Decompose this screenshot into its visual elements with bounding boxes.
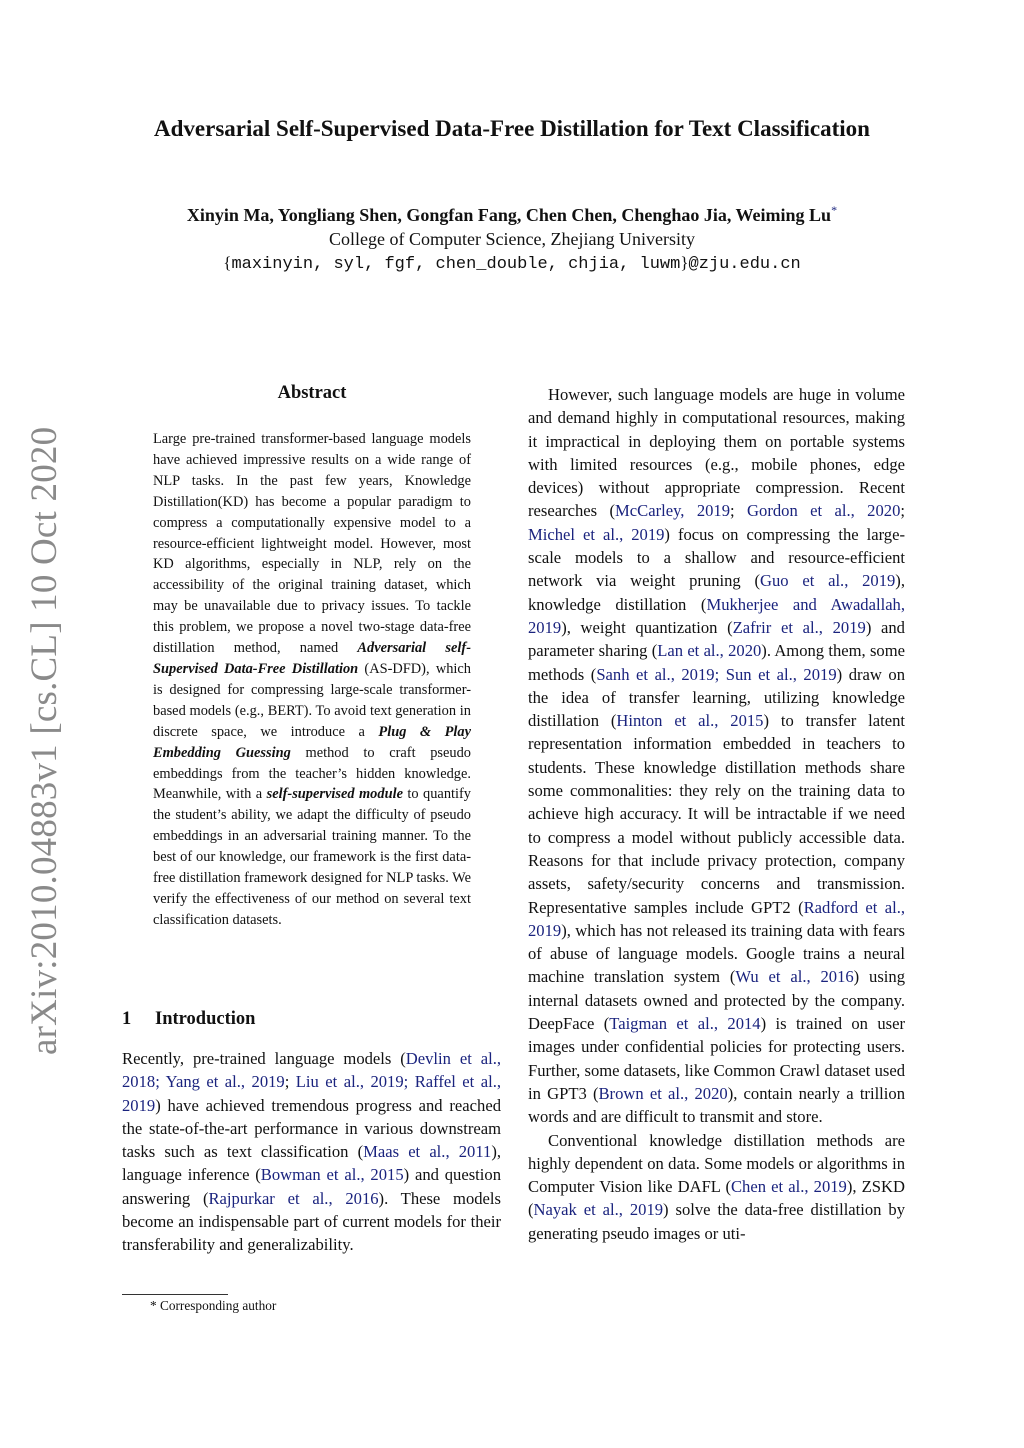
- citation-link[interactable]: Maas et al., 2011: [363, 1142, 492, 1162]
- body-text: ), which has not released its training data with fears of abuse of language models. Google trains a neural machine translation system (: [528, 920, 905, 987]
- body-text: ) to transfer latent representation information embedded in teachers to students. These knowledge distillation methods share some commonalities: they rely on the training data to achieve high accuracy. It will be intractable if we need to compress a model without publicly accessible data. Reasons for that include privacy protection, company assets, safety/security concerns and transmission. Representative samples include GPT2 (: [528, 711, 905, 917]
- body-text: ), ZSKD (: [528, 1177, 905, 1220]
- citation-link[interactable]: McCarley, 2019: [615, 501, 731, 521]
- body-text: ;: [730, 501, 748, 521]
- abstract-text-2: (AS-DFD), which is designed for compressing large-scale transformer-based models (e.g., BERT). To avoid text generation in discrete space, we introduce a: [153, 660, 471, 740]
- abstract-method-name: Adversarial self-Supervised Data-Free Distillation: [153, 640, 471, 677]
- author-emails: [60, 253, 964, 274]
- intro-text: Recently, pre-trained language models (: [122, 1049, 406, 1068]
- citation-link[interactable]: Radford et al., 2019: [528, 897, 905, 940]
- citation-link[interactable]: Lan et al., 2020: [657, 641, 762, 661]
- section-heading-introduction: [122, 1009, 255, 1030]
- email-user-list: maxinyin, syl, fgf, chen_double, chjia, luwm: [231, 255, 681, 274]
- body-text: ) using internal datasets owned and protected by the company. DeepFace (: [528, 967, 905, 1034]
- intro-text: ) and question answering (: [122, 1165, 501, 1208]
- body-text: ), contain nearly a trillion words and are difficult to transmit and store.: [528, 1083, 905, 1127]
- author-names: Xinyin Ma, Yongliang Shen, Gongfan Fang, Chen Chen, Chenghao Jia, Weiming Lu: [186, 205, 832, 225]
- email-close-brace: }: [680, 253, 689, 272]
- author-list: [60, 203, 964, 226]
- citation-link[interactable]: Liu et al., 2019; Raffel et al., 2019: [122, 1072, 502, 1115]
- body-text: ) draw on the idea of transfer learning, utilizing knowledge distillation (: [528, 664, 906, 731]
- abstract-embedding-guessing: Plug & Play Embedding Guessing: [153, 723, 471, 761]
- body-paragraph-2: [528, 1129, 905, 1245]
- corresponding-author-mark: *: [831, 203, 838, 217]
- citation-link[interactable]: Guo et al., 2019: [760, 571, 896, 591]
- abstract-body: [153, 429, 471, 931]
- affiliation: College of Computer Science, Zhejiang University: [329, 229, 695, 249]
- email-domain: @zju.edu.cn: [688, 255, 801, 274]
- body-text: ), knowledge distillation (: [528, 571, 905, 614]
- citation-link[interactable]: Wu et al., 2016: [735, 967, 854, 987]
- email-open-brace: {: [223, 253, 232, 272]
- citation-link[interactable]: Chen et al., 2019: [730, 1177, 847, 1197]
- body-text: ) solve the data-free distillation by generating pseudo images or uti-: [528, 1200, 905, 1243]
- citation-link[interactable]: Hinton et al., 2015: [616, 711, 764, 731]
- intro-text: ), language inference (: [122, 1142, 501, 1185]
- citation-link[interactable]: Michel et al., 2019: [528, 524, 665, 544]
- citation-link[interactable]: Sanh et al., 2019; Sun et al., 2019: [596, 664, 837, 684]
- body-text: ), weight quantization (: [561, 617, 733, 637]
- footnote-corresponding-author: * Corresponding author: [150, 1298, 277, 1313]
- abstract-self-supervised-module: self-supervised module: [266, 786, 403, 803]
- body-text: However, such language models are huge in volume and demand highly in computational resources, making it impractical in deploying them on portable systems with limited resources (e.g., mobile phones, edge devices) without appropriate compression. Recent researches (: [528, 385, 905, 521]
- right-column: [528, 383, 905, 1245]
- section-number: 1: [122, 1009, 132, 1029]
- introduction-paragraph: [122, 1047, 501, 1257]
- abstract-text-1: Large pre-trained transformer-based language models have achieved impressive results on a wide range of NLP tasks. In the past few years, Knowledge Distillation(KD) has become a popular paradigm to compress a computationally expensive model to a resource-efficient lightweight model. However, most KD algorithms, especially in NLP, rely on the accessibility of the original training dataset, which may be unavailable due to privacy issues. To tackle this problem, we propose a novel two-stage data-free distillation method, named: [153, 431, 471, 657]
- citation-link[interactable]: Nayak et al., 2019: [533, 1200, 664, 1220]
- intro-text: ) have achieved tremendous progress and reached the state-of-the-art performance in various downstream tasks such as text classification (: [122, 1095, 501, 1162]
- citation-link[interactable]: Rajpurkar et al., 2016: [208, 1188, 379, 1208]
- arxiv-side-stamp: arXiv:2010.04883v1 [cs.CL] 10 Oct 2020: [24, 426, 65, 1055]
- body-text: Conventional knowledge distillation methods are highly dependent on data. Some models or algorithms in Computer Vision like DAFL (: [528, 1130, 905, 1197]
- body-text: ) is trained on user images under confidential policies for protecting users. Further, some datasets, like Common Crawl dataset used in GPT3 (: [528, 1014, 905, 1103]
- abstract-heading: Abstract: [277, 383, 347, 403]
- citation-link[interactable]: Bowman et al., 2015: [260, 1165, 404, 1185]
- body-text: ). Among them, some methods (: [528, 641, 905, 684]
- citation-link[interactable]: Zafrir et al., 2019: [732, 617, 866, 637]
- abstract-text-4: to quantify the student’s ability, we adapt the difficulty of pseudo embeddings in an adversarial training manner. To the best of our knowledge, our framework is the first data-free distillation framework designed for NLP tasks. We verify the effectiveness of our method on several text classification datasets.: [153, 786, 471, 928]
- citation-link[interactable]: Taigman et al., 2014: [609, 1014, 761, 1034]
- citation-link[interactable]: Brown et al., 2020: [598, 1083, 728, 1103]
- citation-link[interactable]: Devlin et al., 2018; Yang et al., 2019: [122, 1049, 501, 1092]
- citation-link[interactable]: Gordon et al., 2020: [747, 501, 901, 521]
- body-paragraph-1: [528, 383, 905, 1129]
- citation-link[interactable]: Mukherjee and Awadallah, 2019: [528, 594, 905, 637]
- abstract-text-3: method to craft pseudo embeddings from the teacher’s hidden knowledge. Meanwhile, with a: [153, 744, 472, 803]
- body-text: ) focus on compressing the large-scale models to a shallow and resource-efficient network via weight pruning (: [528, 524, 905, 591]
- intro-text: ;: [284, 1072, 296, 1092]
- body-text: ;: [900, 501, 905, 521]
- body-text: ) and parameter sharing (: [528, 617, 905, 661]
- footnote-divider: [122, 1294, 228, 1295]
- intro-text: ). These models become an indispensable part of current models for their transferability and generalizability.: [122, 1188, 501, 1255]
- section-title: Introduction: [155, 1009, 256, 1029]
- paper-title: Adversarial Self-Supervised Data-Free Distillation for Text Classification: [154, 116, 870, 141]
